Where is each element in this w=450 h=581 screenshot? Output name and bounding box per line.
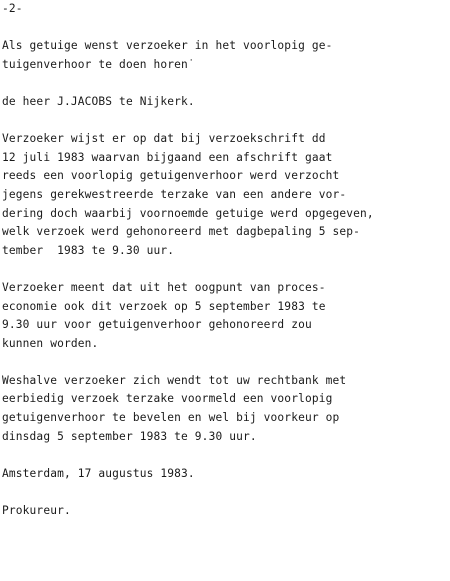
text-line: Prokureur.: [2, 504, 71, 518]
text-line: tember 1983 te 9.30 uur.: [2, 243, 175, 257]
paragraph-process-economy: [2, 279, 448, 353]
text-line: dering doch waarbij voornoemde getuige werd opgegeven,: [2, 206, 374, 220]
page-number: -2-: [2, 2, 23, 15]
paragraph-request-to-court: [2, 372, 448, 446]
text-line: welk verzoek werd gehonoreerd met dagbepaling 5 sep-: [2, 225, 361, 239]
text-line: de heer J.JACOBS te Nijkerk.: [2, 94, 195, 108]
place-and-date: [2, 465, 448, 484]
text-line: Verzoeker meent dat uit het oogpunt van proces-: [2, 280, 326, 294]
text-line: Verzoeker wijst er op dat bij verzoekschrift dd: [2, 132, 326, 146]
text-line: 12 juli 1983 waarvan bijgaand een afschrift gaat: [2, 150, 333, 164]
text-line: kunnen worden.: [2, 336, 99, 350]
text-line: jegens gerekwestreerde terzake van een andere vor-: [2, 187, 347, 201]
text-line: reeds een voorlopig getuigenverhoor werd verzocht: [2, 169, 340, 183]
text-line: economie ook dit verzoek op 5 september 1983 te: [2, 299, 326, 313]
document-page: [2, 0, 448, 521]
text-line: dinsdag 5 september 1983 te 9.30 uur.: [2, 429, 257, 443]
text-line: eerbiedig verzoek terzake voormeld een voorlopig: [2, 392, 333, 406]
signature-line: [2, 502, 448, 521]
paragraph-witness-request: [2, 37, 448, 74]
paragraph-witness-name: [2, 93, 448, 112]
text-line: tuigenverhoor te doen horen˙: [2, 57, 195, 71]
paragraph-previous-request: [2, 130, 448, 260]
text-line: getuigenverhoor te bevelen en wel bij voorkeur op: [2, 411, 340, 425]
text-line: 9.30 uur voor getuigenverhoor gehonoreerd zou: [2, 318, 312, 332]
text-line: Amsterdam, 17 augustus 1983.: [2, 466, 195, 480]
text-line: Als getuige wenst verzoeker in het voorlopig ge-: [2, 39, 333, 53]
text-line: Weshalve verzoeker zich wendt tot uw rechtbank met: [2, 373, 347, 387]
